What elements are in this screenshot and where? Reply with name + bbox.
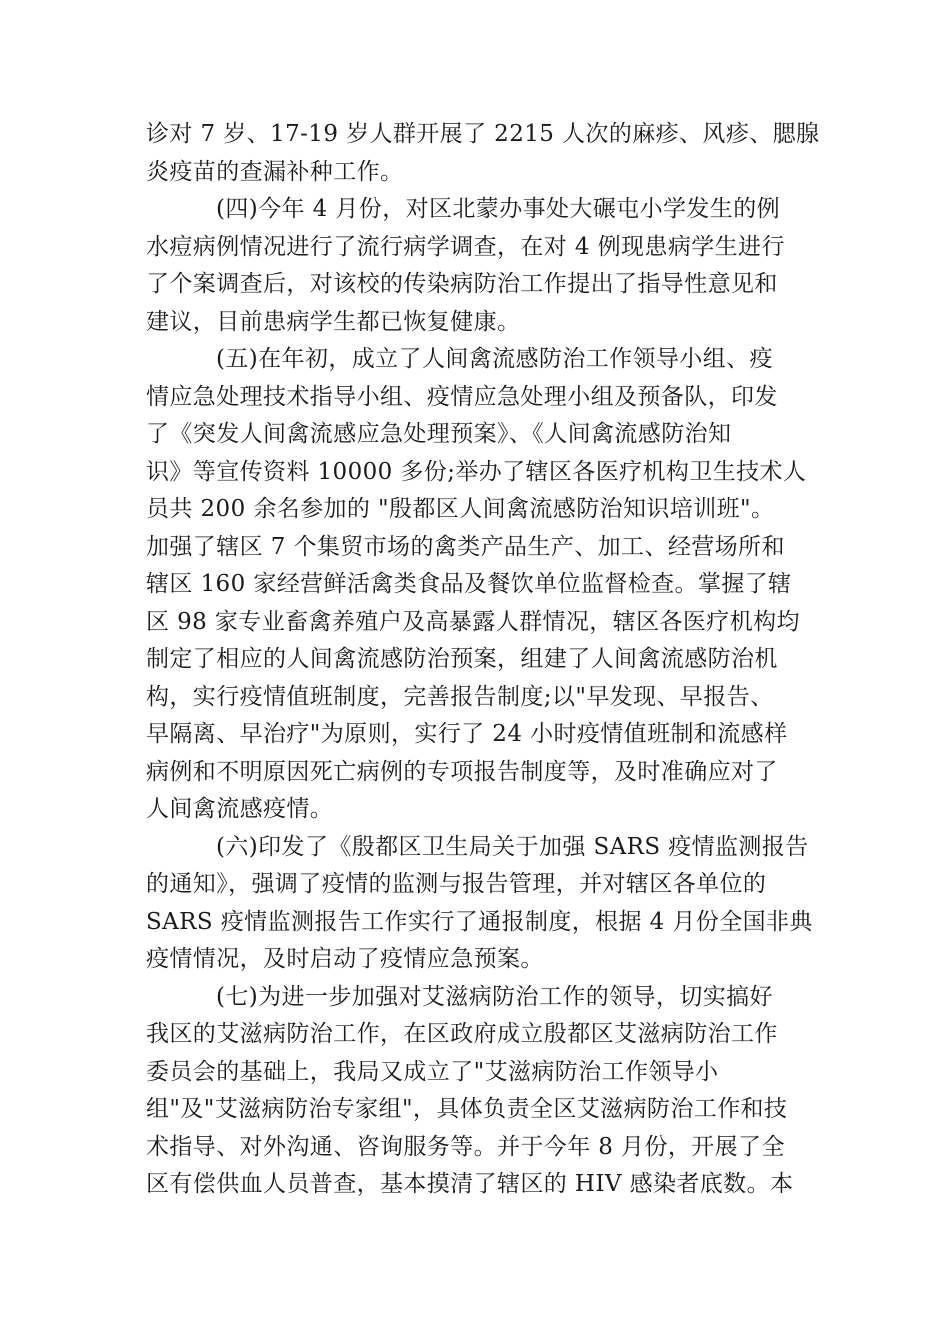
text-line: 我区的艾滋病防治工作，在区政府成立殷都区艾滋病防治工作 [146,1021,778,1047]
paragraph-start-line: (四)今年 4 月份，对区北蒙办事处大碾屯小学发生的例 [216,196,781,222]
text-line: 早隔离、早治疗"为原则，实行了 24 小时疫情值班制和流感样 [146,721,788,747]
text-line: 的通知》，强调了疫情的监测与报告管理，并对辖区各单位的 [146,871,767,897]
text-line: 水痘病例情况进行了流行病学调查，在对 4 例现患病学生进行 [146,233,785,260]
text-line: 人间禽流感疫情。 [146,796,334,822]
text-line: 了个案调查后，对该校的传染病防治工作提出了指导性意见和 [146,271,778,297]
text-line: 病例和不明原因死亡病例的专项报告制度等，及时准确应对了 [146,758,778,785]
text-line: SARS 疫情监测报告工作实行了通报制度，根据 4 月份全国非典 [146,908,813,935]
text-line: 组"及"艾滋病防治专家组"，具体负责全区艾滋病防治工作和技 [146,1096,788,1122]
text-line: 构，实行疫情值班制度，完善报告制度;以"早发现、早报告、 [146,683,774,710]
text-line: 区 98 家专业畜禽养殖户及高暴露人群情况，辖区各医疗机构均 [146,608,800,635]
text-line: 区有偿供血人员普查，基本摸清了辖区的 HIV 感染者底数。本 [146,1171,794,1197]
text-line: 辖区 160 家经营鲜活禽类食品及餐饮单位监督检查。掌握了辖 [146,571,792,597]
paragraph-start-line: (六)印发了《殷都区卫生局关于加强 SARS 疫情监测报告 [216,833,809,860]
text-line: 术指导、对外沟通、咨询服务等。并于今年 8 月份，开展了全 [146,1133,785,1160]
text-line: 建议，目前患病学生都已恢复健康。 [146,308,521,335]
text-line: 加强了辖区 7 个集贸市场的禽类产品生产、加工、经营场所和 [146,533,785,560]
text-line: 识》等宣传资料 10000 多份;举办了辖区各医疗机构卫生技术人 [146,458,807,485]
text-line: 炎疫苗的查漏补种工作。 [146,158,404,185]
text-line: 制定了相应的人间禽流感防治预案，组建了人间禽流感防治机 [146,646,778,672]
document-page [146,116,820,1204]
text-line: 委员会的基础上，我局又成立了"艾滋病防治工作领导小 [146,1058,719,1085]
text-line: 情应急处理技术指导小组、疫情应急处理小组及预备队，印发 [146,383,778,410]
paragraph-start-line: (七)为进一步加强对艾滋病防治工作的领导，切实搞好 [216,983,773,1010]
text-line: 员共 200 余名参加的 "殷都区人间禽流感防治知识培训班"。 [146,496,775,522]
text-line: 疫情情况，及时启动了疫情应急预案。 [146,946,544,972]
text-line: 了《突发人间禽流感应急处理预案》、《人间禽流感防治知 [146,421,732,447]
paragraph-start-line: (五)在年初，成立了人间禽流感防治工作领导小组、疫 [216,346,773,372]
text-line: 诊对 7 岁、17-19 岁人群开展了 2215 人次的麻疹、风疹、腮腺 [146,121,820,147]
